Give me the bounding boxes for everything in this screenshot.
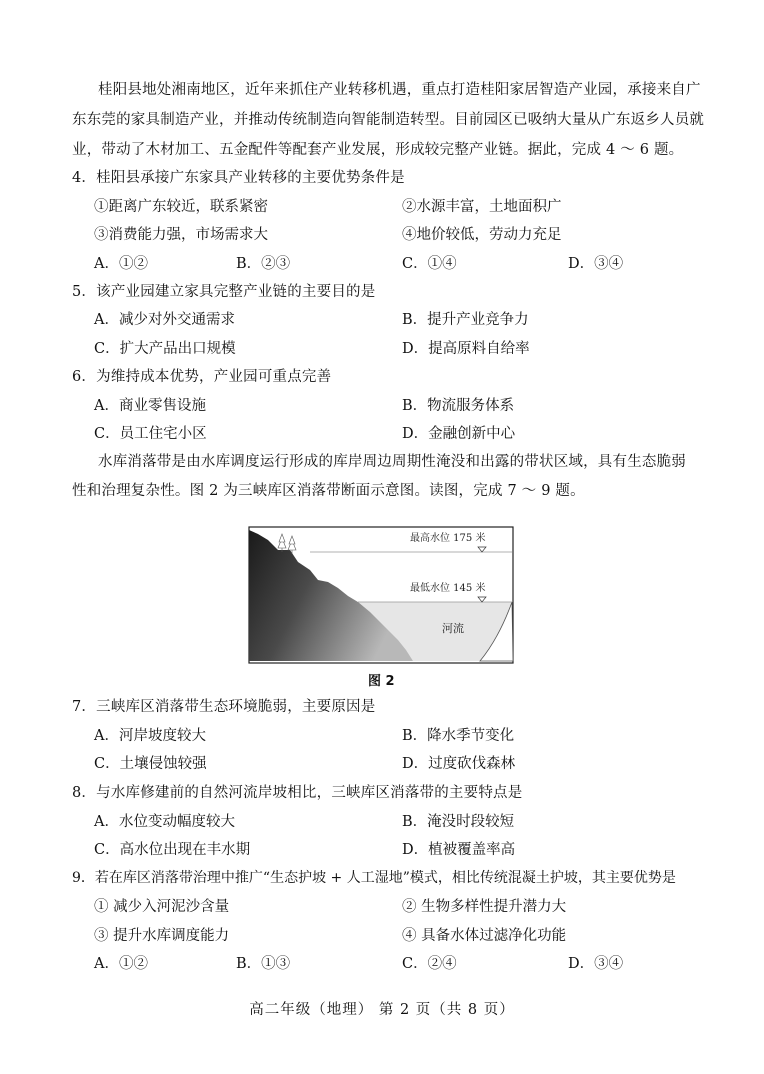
q8-option-b: B．淹没时段较短 [402,814,515,830]
q8-option-c: C．高水位出现在丰水期 [94,842,251,858]
q4-item-1: ①距离广东较近，联系紧密 [94,199,268,215]
q6-option-c: C．员工住宅小区 [94,426,207,442]
passage2-line-2: 性和治理复杂性。图 2 为三峡库区消落带断面示意图。读图，完成 7 ～ 9 题。 [72,483,585,499]
q8-stem: 8．与水库修建前的自然河流岸坡相比，三峡库区消落带的主要特点是 [72,785,523,801]
q6-option-a: A．商业零售设施 [94,398,206,414]
q4-stem: 4．桂阳县承接广东家具产业转移的主要优势条件是 [72,170,405,186]
q9-item-1: ① 减少入河泥沙含量 [94,899,230,915]
q4-option-b: B．②③ [236,256,291,272]
river-label: 河流 [442,622,464,635]
passage2-line-1: 水库消落带是由水库调度运行形成的库岸周边周期性淹没和出露的带状区域，具有生态脆弱 [98,454,686,470]
q4-option-a: A．①② [94,256,148,272]
q7-stem: 7．三峡库区消落带生态环境脆弱，主要原因是 [72,699,376,715]
q8-option-a: A．水位变动幅度较大 [94,814,235,830]
q9-item-4: ④ 具备水体过滤净化功能 [402,928,567,944]
q4-item-3: ③消费能力强，市场需求大 [94,227,268,243]
q8-option-d: D．植被覆盖率高 [402,842,516,858]
q9-option-b: B．①③ [236,956,291,972]
q9-option-d: D．③④ [568,956,624,972]
q9-option-a: A．①② [94,956,148,972]
q6-option-d: D．金融创新中心 [402,426,516,442]
page-footer: 高二年级（地理） 第 2 页（共 8 页） [249,1002,515,1018]
q9-option-c: C．②④ [402,956,457,972]
q5-stem: 5．该产业园建立家具完整产业链的主要目的是 [72,284,376,300]
q4-item-4: ④地价较低，劳动力充足 [402,227,562,243]
passage1-line-3: 业，带动了木材加工、五金配件等配套产业发展，形成较完整产业链。据此，完成 4 ～ 6 题。 [72,142,684,158]
q5-option-b: B．提升产业竞争力 [402,312,529,328]
q4-option-d: D．③④ [568,256,624,272]
passage1-line-1: 桂阳县地处湘南地区，近年来抓住产业转移机遇，重点打造桂阳家居智造产业园，承接来自广 [98,82,701,98]
q4-option-c: C．①④ [402,256,457,272]
passage1-line-2: 东东莞的家具制造产业，并推动传统制造向智能制造转型。目前园区已吸纳大量从广东返乡人员就 [72,112,705,128]
reservoir-cross-section-diagram [248,526,514,664]
q7-option-d: D．过度砍伐森林 [402,756,516,772]
q5-option-c: C．扩大产品出口规模 [94,341,236,357]
high-water-label: 最高水位 175 米 [410,533,486,544]
q5-option-d: D．提高原料自给率 [402,341,530,357]
low-water-label: 最低水位 145 米 [410,583,486,594]
q9-stem: 9．若在库区消落带治理中推广“生态护坡 + 人工湿地”模式，相比传统混凝土护坡，其主要优势是 [72,870,676,886]
q7-option-b: B．降水季节变化 [402,728,515,744]
q9-item-2: ② 生物多样性提升潜力大 [402,899,567,915]
q4-item-2: ②水源丰富，土地面积广 [402,199,562,215]
figure-caption: 图 2 [368,674,395,689]
q6-stem: 6．为维持成本优势，产业园可重点完善 [72,369,332,385]
q7-option-a: A．河岸坡度较大 [94,728,206,744]
q7-option-c: C．土壤侵蚀较强 [94,756,207,772]
q5-option-a: A．减少对外交通需求 [94,312,235,328]
q9-item-3: ③ 提升水库调度能力 [94,928,230,944]
q6-option-b: B．物流服务体系 [402,398,515,414]
